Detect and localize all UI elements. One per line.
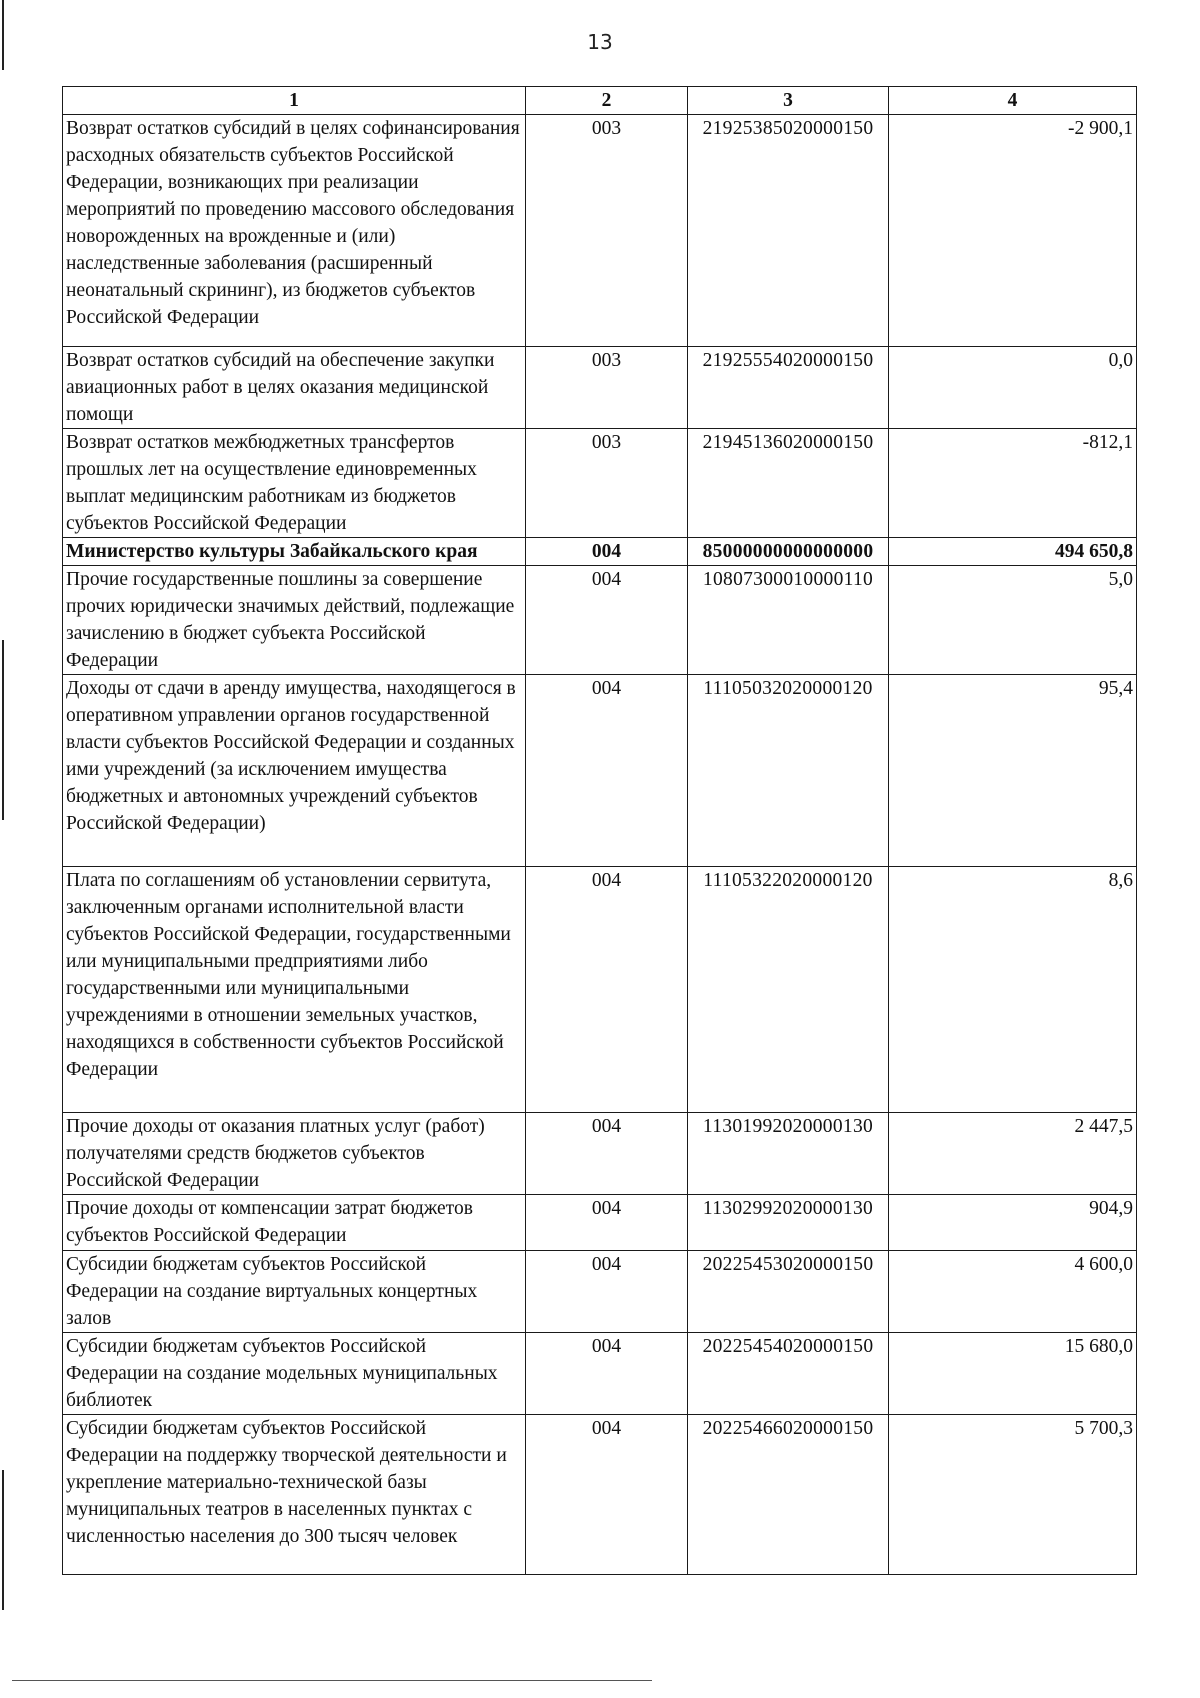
row-amount: 8,6 [889, 867, 1137, 1113]
row-admin-code: 004 [526, 538, 688, 566]
row-admin-code: 003 [526, 347, 688, 429]
revenue-table [62, 86, 1137, 1575]
row-admin-code: 003 [526, 429, 688, 538]
row-amount: 15 680,0 [889, 1333, 1137, 1415]
row-budget-code: 11301992020000130 [688, 1113, 889, 1195]
row-budget-code: 21945136020000150 [688, 429, 889, 538]
row-description: Прочие государственные пошлины за совершение прочих юридически значимых действий, подлежащие зачислению в бюджет субъекта Российской Федерации [63, 566, 526, 675]
row-budget-code: 10807300010000110 [688, 566, 889, 675]
row-budget-code: 20225453020000150 [688, 1251, 889, 1333]
row-amount: 2 447,5 [889, 1113, 1137, 1195]
table-header-row [63, 87, 1137, 115]
row-admin-code: 004 [526, 675, 688, 867]
row-description: Возврат остатков субсидий в целях софинансирования расходных обязательств субъектов Российской Федерации, возникающих при реализации мероприятий по проведению массового обследования новорожденных на врожденные и (или) наследственные заболевания (расширенный неонатальный скрининг), из бюджетов субъектов Российской Федерации [63, 115, 526, 347]
table-row [63, 1195, 1137, 1251]
scan-edge-mark [2, 0, 4, 70]
row-description: Возврат остатков межбюджетных трансфертов прошлых лет на осуществление единовременных выплат медицинским работникам из бюджетов субъектов Российской Федерации [63, 429, 526, 538]
column-header: 2 [526, 87, 688, 115]
row-budget-code: 85000000000000000 [688, 538, 889, 566]
column-header: 3 [688, 87, 889, 115]
row-amount: 494 650,8 [889, 538, 1137, 566]
row-admin-code: 004 [526, 1415, 688, 1575]
row-budget-code: 11105032020000120 [688, 675, 889, 867]
row-description: Прочие доходы от оказания платных услуг (работ) получателями средств бюджетов субъектов Российской Федерации [63, 1113, 526, 1195]
column-header: 1 [63, 87, 526, 115]
table-row [63, 115, 1137, 347]
row-description: Субсидии бюджетам субъектов Российской Федерации на поддержку творческой деятельности и укрепление материально-технической базы муниципальных театров в населенных пунктах с численностью населения до 300 тысяч человек [63, 1415, 526, 1575]
row-amount: 4 600,0 [889, 1251, 1137, 1333]
row-description: Возврат остатков субсидий на обеспечение закупки авиационных работ в целях оказания медицинской помощи [63, 347, 526, 429]
row-amount: -812,1 [889, 429, 1137, 538]
row-admin-code: 004 [526, 1195, 688, 1251]
table-row [63, 867, 1137, 1113]
row-amount: 5,0 [889, 566, 1137, 675]
row-admin-code: 004 [526, 867, 688, 1113]
row-description: Прочие доходы от компенсации затрат бюджетов субъектов Российской Федерации [63, 1195, 526, 1251]
row-amount: 904,9 [889, 1195, 1137, 1251]
scan-edge-mark [2, 1470, 4, 1610]
table-row [63, 1415, 1137, 1575]
scan-edge-mark [2, 640, 4, 820]
page-number: 13 [587, 30, 613, 54]
row-admin-code: 004 [526, 566, 688, 675]
table-row [63, 1113, 1137, 1195]
row-description: Субсидии бюджетам субъектов Российской Федерации на создание виртуальных концертных залов [63, 1251, 526, 1333]
row-budget-code: 11302992020000130 [688, 1195, 889, 1251]
row-amount: -2 900,1 [889, 115, 1137, 347]
column-header: 4 [889, 87, 1137, 115]
row-budget-code: 20225466020000150 [688, 1415, 889, 1575]
row-amount: 0,0 [889, 347, 1137, 429]
row-budget-code: 21925385020000150 [688, 115, 889, 347]
table-row [63, 675, 1137, 867]
row-admin-code: 003 [526, 115, 688, 347]
table-row [63, 429, 1137, 538]
row-description: Доходы от сдачи в аренду имущества, находящегося в оперативном управлении органов государственной власти субъектов Российской Федерации и созданных ими учреждений (за исключением имущества бюджетных и автономных учреждений субъектов Российской Федерации) [63, 675, 526, 867]
row-amount: 95,4 [889, 675, 1137, 867]
row-description: Министерство культуры Забайкальского края [63, 538, 526, 566]
table-row [63, 1251, 1137, 1333]
row-budget-code: 21925554020000150 [688, 347, 889, 429]
table-row [63, 566, 1137, 675]
row-description: Плата по соглашениям об установлении сервитута, заключенным органами исполнительной власти субъектов Российской Федерации, государственными или муниципальными предприятиями либо государственными или муниципальными учреждениями в отношении земельных участков, находящихся в собственности субъектов Российской Федерации [63, 867, 526, 1113]
table-row [63, 1333, 1137, 1415]
table-body [63, 115, 1137, 1575]
row-admin-code: 004 [526, 1333, 688, 1415]
row-amount: 5 700,3 [889, 1415, 1137, 1575]
row-budget-code: 20225454020000150 [688, 1333, 889, 1415]
table-row [63, 347, 1137, 429]
scan-bottom-rule [12, 1680, 652, 1681]
row-description: Субсидии бюджетам субъектов Российской Федерации на создание модельных муниципальных библиотек [63, 1333, 526, 1415]
table-row-section [63, 538, 1137, 566]
row-admin-code: 004 [526, 1251, 688, 1333]
row-admin-code: 004 [526, 1113, 688, 1195]
row-budget-code: 11105322020000120 [688, 867, 889, 1113]
